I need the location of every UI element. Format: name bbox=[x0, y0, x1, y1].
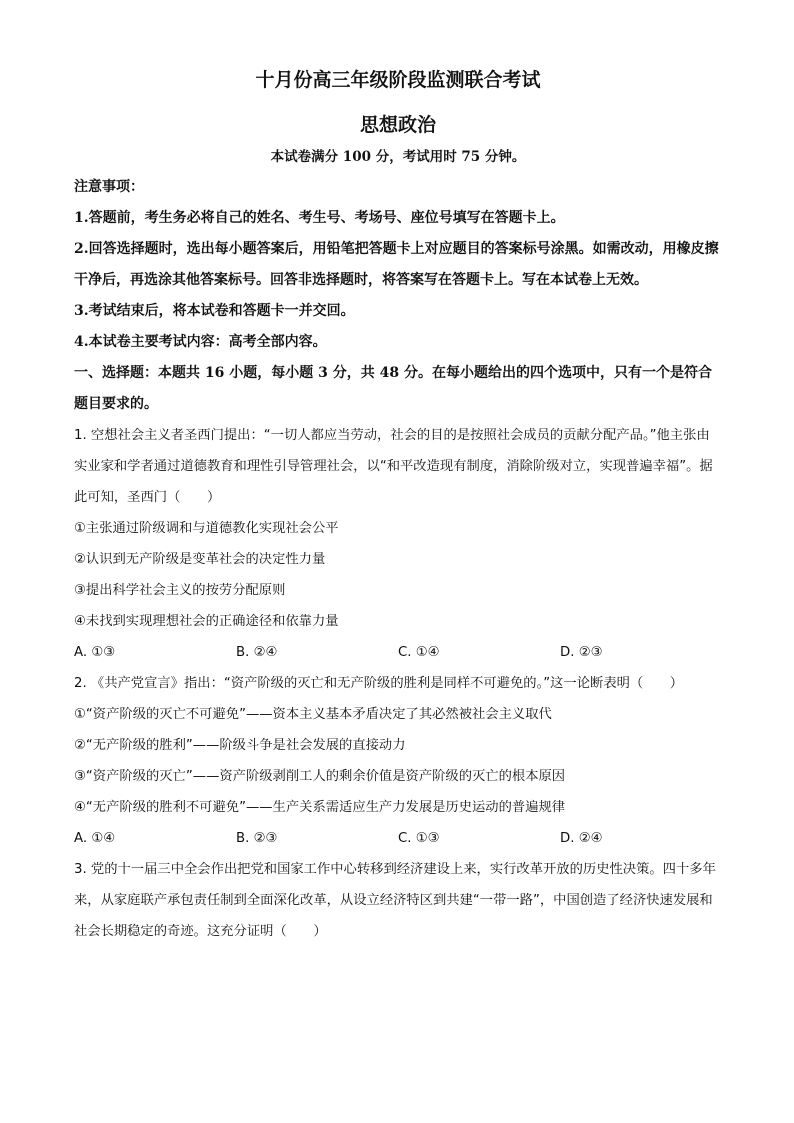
question-1-option-c: C. ①④ bbox=[398, 645, 440, 660]
exam-page bbox=[74, 64, 722, 947]
question-1-statement-2: ②认识到无产阶级是变革社会的决定性力量 bbox=[74, 552, 326, 567]
exam-title: 十月份高三年级阶段监测联合考试 bbox=[255, 69, 541, 91]
notice-item-1: 1.答题前，考生务必将自己的姓名、考生号、考场号、座位号填写在答题卡上。 bbox=[74, 210, 565, 226]
question-3-stem: 3. 党的十一届三中全会作出把党和国家工作中心转移到经济建设上来，实行改革开放的历史性决策。四十多年来，从家庭联产承包责任制到全面深化改革，从设立经济特区到共建“一带一路”，中国创造了经济快速发展和社会长期稳定的奇迹。这充分证明（ ） bbox=[74, 862, 716, 939]
question-2-option-a: A. ①④ bbox=[74, 831, 116, 846]
question-2-option-d: D. ②④ bbox=[560, 831, 603, 846]
notices-heading: 注意事项： bbox=[74, 179, 144, 195]
question-1-statement-3: ③提出科学社会主义的按劳分配原则 bbox=[74, 583, 286, 598]
notice-item-4: 4.本试卷主要考试内容：高考全部内容。 bbox=[74, 334, 327, 350]
question-2-statement-1: ①“资产阶级的灭亡不可避免”——资本主义基本矛盾决定了其必然被社会主义取代 bbox=[74, 707, 552, 722]
question-1-stem: 1. 空想社会主义者圣西门提出：“一切人都应当劳动，社会的目的是按照社会成员的贡献分配产品。”他主张由实业家和学者通过道德教育和理性引导管理社会，以“和平改造现有制度，消除阶级对立，实现普遍幸福”。据此可知，圣西门（ ） bbox=[74, 428, 713, 505]
question-1-option-b: B. ②④ bbox=[236, 645, 278, 660]
question-1-option-d: D. ②③ bbox=[560, 645, 603, 660]
exam-note: 本试卷满分 100 分，考试用时 75 分钟。 bbox=[270, 149, 526, 165]
question-2-statement-4: ④“无产阶级的胜利不可避免”——生产关系需适应生产力发展是历史运动的普遍规律 bbox=[74, 800, 566, 815]
question-1-option-a: A. ①③ bbox=[74, 645, 116, 660]
question-1-statement-4: ④未找到实现理想社会的正确途径和依靠力量 bbox=[74, 614, 339, 629]
question-2-options bbox=[74, 823, 722, 854]
question-2-option-b: B. ②③ bbox=[236, 831, 278, 846]
question-1-statement-1: ①主张通过阶级调和与道德教化实现社会公平 bbox=[74, 521, 339, 536]
notice-item-2: 2.回答选择题时，选出每小题答案后，用铅笔把答题卡上对应题目的答案标号涂黑。如需改动，用橡皮擦干净后，再选涂其他答案标号。回答非选择题时，将答案写在答题卡上。写在本试卷上无效。 bbox=[74, 241, 719, 288]
question-2-stem: 2. 《共产党宣言》指出：“资产阶级的灭亡和无产阶级的胜利是同样不可避免的。”这一论断表明（ ） bbox=[74, 676, 684, 691]
question-1-options bbox=[74, 637, 722, 668]
section-heading: 一、选择题：本题共 16 小题，每小题 3 分，共 48 分。在每小题给出的四个选项中，只有一个是符合题目要求的。 bbox=[74, 365, 712, 412]
question-2-statement-3: ③“资产阶级的灭亡”——资产阶级剥削工人的剩余价值是资产阶级的灭亡的根本原因 bbox=[74, 769, 566, 784]
notice-item-3: 3.考试结束后，将本试卷和答题卡一并交回。 bbox=[74, 303, 355, 319]
question-2-option-c: C. ①③ bbox=[398, 831, 440, 846]
question-2-statement-2: ②“无产阶级的胜利”——阶级斗争是社会发展的直接动力 bbox=[74, 738, 406, 753]
subject-title: 思想政治 bbox=[359, 114, 436, 136]
